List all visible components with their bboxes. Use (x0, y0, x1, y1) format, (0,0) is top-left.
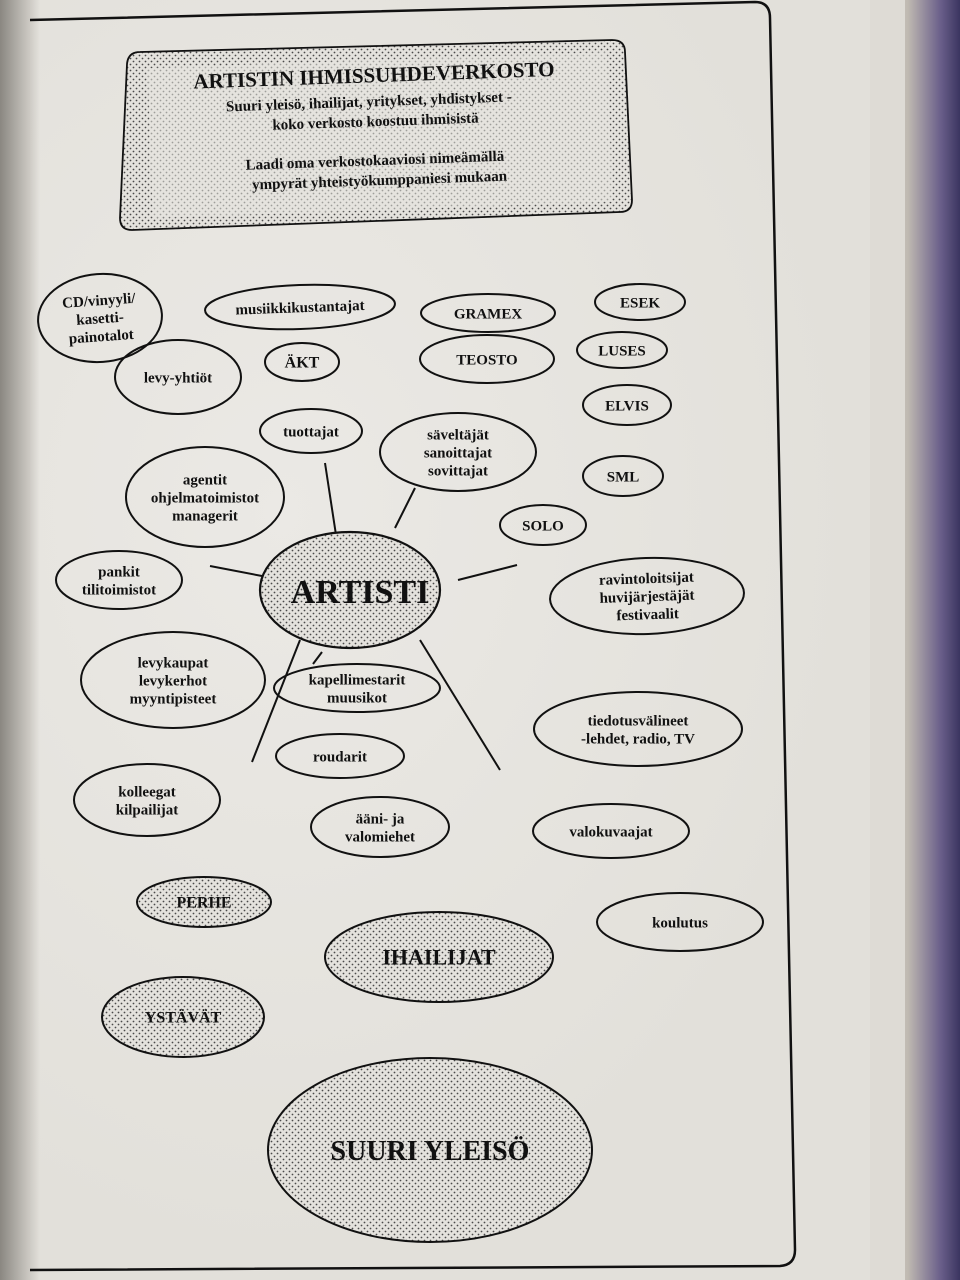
node-kapellimestarit-label: muusikot (326, 690, 388, 707)
node-tiedotusvalineet-label: -lehdet, radio, TV (581, 731, 695, 748)
node-akt-label: ÄKT (284, 354, 320, 372)
node-solo (500, 505, 586, 545)
node-perhe (137, 877, 271, 927)
node-gramex (421, 294, 555, 332)
node-sml-label: SML (606, 469, 640, 486)
header-line-1: Suuri yleisö, ihailijat, yritykset, yhdistykset - (225, 89, 512, 116)
node-akt (265, 343, 339, 381)
node-kapellimestarit-label: kapellimestarit (308, 672, 406, 689)
node-musiikkikustantajat-label: musiikkikustantajat (235, 297, 365, 319)
node-esek (595, 284, 685, 320)
node-gramex-label: GRAMEX (453, 306, 523, 323)
node-saveltajat-label: sovittajat (428, 463, 488, 480)
node-luses-label: LUSES (598, 343, 646, 360)
node-sml (583, 456, 663, 496)
node-elvis-label: ELVIS (605, 398, 649, 415)
node-agentit (126, 447, 284, 547)
node-kolleegat-label: kilpailijat (115, 802, 179, 819)
node-aani-label: ääni- ja (355, 811, 405, 828)
node-perhe-label: PERHE (176, 894, 232, 912)
node-kolleegat (74, 764, 220, 836)
node-ystavat (102, 977, 264, 1057)
node-teosto-label: TEOSTO (456, 352, 518, 369)
header-line-3: Laadi oma verkostokaaviosi nimeämällä (245, 148, 505, 174)
node-saveltajat (380, 413, 536, 491)
node-levyyhtiot-label: levy-yhtiöt (143, 370, 213, 387)
node-tuottajat-label: tuottajat (283, 424, 339, 441)
node-musiikkikustantajat (204, 282, 395, 333)
node-levyyhtiot (115, 340, 241, 414)
node-ystavat-label: YSTÄVÄT (144, 1009, 222, 1027)
node-esek-label: ESEK (619, 295, 661, 312)
header-line-2: koko verkosto koostuu ihmisistä (272, 110, 479, 134)
node-tiedotusvalineet-label: tiedotusvälineet (587, 713, 689, 730)
node-cd-label: painotalot (68, 326, 135, 348)
node-ihailijat-label: IHAILIJAT (382, 944, 496, 970)
node-agentit-label: managerit (172, 508, 238, 525)
header-line-4: ympyrät yhteistyökumppaniesi mukaan (251, 168, 508, 194)
node-suuri-label: SUURI YLEISÖ (330, 1135, 530, 1167)
node-kolleegat-label: kolleegat (118, 784, 176, 801)
node-tuottajat (260, 409, 362, 453)
node-saveltajat-label: säveltäjät (427, 427, 489, 444)
node-artisti (260, 532, 440, 648)
node-valokuvaajat-label: valokuvaajat (569, 824, 653, 841)
node-cd-label: CD/vinyyli/ (61, 290, 136, 312)
node-valokuvaajat (533, 804, 689, 858)
node-ravintoloitsijat-label: huvijärjestäjät (599, 587, 695, 607)
node-aani-label: valomiehet (345, 829, 415, 846)
node-levykaupat-label: levykerhot (138, 673, 208, 690)
node-cd (35, 270, 165, 366)
node-ravintoloitsijat-label: ravintoloitsijat (598, 569, 695, 589)
node-kapellimestarit (274, 664, 440, 712)
node-levykaupat-label: myyntipisteet (129, 691, 217, 708)
node-suuri (268, 1058, 592, 1242)
node-group (35, 270, 763, 1242)
node-ravintoloitsijat (549, 555, 746, 638)
node-levykaupat (81, 632, 265, 728)
node-pankit-label: tilitoimistot (81, 582, 157, 599)
node-pankit (56, 551, 182, 609)
node-agentit-label: agentit (182, 472, 228, 489)
node-agentit-label: ohjelmatoimistot (150, 490, 260, 507)
header-title: ARTISTIN IHMISSUHDEVERKOSTO (192, 56, 555, 94)
node-saveltajat-label: sanoittajat (423, 445, 493, 462)
node-solo-label: SOLO (522, 518, 564, 535)
node-roudarit-label: roudarit (313, 749, 367, 766)
node-roudarit (276, 734, 404, 778)
node-tiedotusvalineet (534, 692, 742, 766)
node-teosto (420, 335, 554, 383)
node-koulutus-label: koulutus (652, 915, 708, 932)
node-levykaupat-label: levykaupat (137, 655, 209, 672)
node-aani (311, 797, 449, 857)
node-ravintoloitsijat-label: festivaalit (616, 606, 680, 625)
node-pankit-label: pankit (98, 564, 140, 581)
node-koulutus (597, 893, 763, 951)
header-box (120, 40, 632, 230)
node-artisti-label: ARTISTI (290, 574, 430, 611)
node-luses (577, 332, 667, 368)
node-elvis (583, 385, 671, 425)
node-ihailijat (325, 912, 553, 1002)
node-cd-label: kasetti- (75, 309, 125, 329)
